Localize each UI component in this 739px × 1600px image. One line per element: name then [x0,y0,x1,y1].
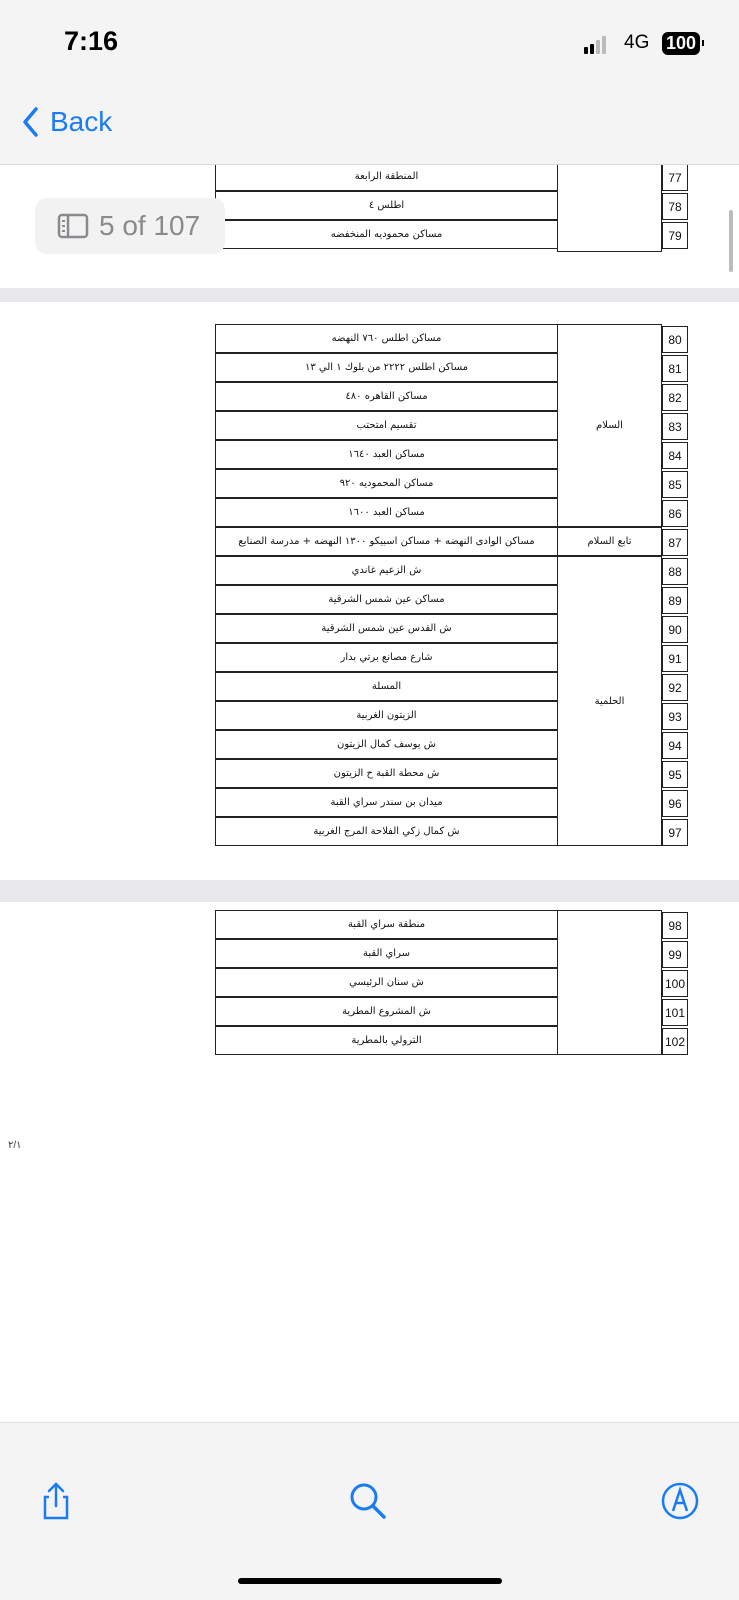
table-cell-region [557,910,662,1055]
scrollbar[interactable] [729,210,733,272]
page-indicator[interactable] [35,198,225,254]
table-cell-location: تقسيم امتحتب [215,411,558,440]
table-cell-location: الزيتون الغربية [215,701,558,730]
markup-pen-icon [660,1481,700,1521]
search-button[interactable] [348,1481,388,1521]
table-cell-number: 98 [662,912,688,939]
table-cell-location: مساكن محموديه المنخفضه [215,220,558,249]
table-cell-number: 90 [662,616,688,643]
table-cell-number: 94 [662,732,688,759]
table-cell-location: مساكن الوادى النهضه + مساكن اسبيكو ١٣٠٠ النهضه + مدرسة الصنايع [215,527,558,556]
table-cell-location: ش سنان الرئيسي [215,968,558,997]
table-cell-number: 85 [662,471,688,498]
table-cell-location: المنطقة الرابعة [215,162,558,191]
table-cell-region: الحلمية [557,556,662,846]
table-cell-number: 100 [662,970,688,997]
table-cell-number: 80 [662,326,688,353]
table-cell-region [557,160,662,252]
table-cell-number: 102 [662,1028,688,1055]
table-cell-number: 86 [662,500,688,527]
signal-icon [584,36,606,54]
pdf-page-5 [0,302,739,880]
table-cell-location: مساكن اطلس ٧٦٠ النهضه [215,324,558,353]
table-cell-number: 77 [662,164,688,191]
table-cell-location: ش القدس عين شمس الشرقية [215,614,558,643]
markup-button[interactable] [660,1481,700,1521]
status-time: 7:16 [64,26,119,56]
table-cell-number: 82 [662,384,688,411]
table-cell-location: ش كمال زكي الفلاحة المرج الغربية [215,817,558,846]
table-cell-number: 91 [662,645,688,672]
table-cell-location: مساكن عين شمس الشرقية [215,585,558,614]
bottom-toolbar [0,1422,739,1600]
table-cell-number: 95 [662,761,688,788]
back-button[interactable] [22,106,112,138]
table-cell-location: مساكن المحموديه ٩٢٠ [215,469,558,498]
table-cell-location: المسلة [215,672,558,701]
table-cell-location: ش الزعيم غاندي [215,556,558,585]
page-footer-number: ٢/١ [8,1140,22,1151]
table-cell-location: ش يوسف كمال الزيتون [215,730,558,759]
table-cell-location: مساكن العبد ١٦٠٠ [215,498,558,527]
back-label: Back [50,106,113,137]
share-icon [36,1481,76,1521]
home-indicator[interactable] [238,1578,502,1584]
table-cell-number: 88 [662,558,688,585]
table-cell-number: 83 [662,413,688,440]
table-cell-location: اطلس ٤ [215,191,558,220]
table-cell-number: 81 [662,355,688,382]
share-button[interactable] [36,1481,76,1521]
table-cell-number: 84 [662,442,688,469]
table-cell-number: 79 [662,222,688,249]
status-and-nav-bar [0,0,739,165]
table-cell-number: 101 [662,999,688,1026]
table-cell-number: 89 [662,587,688,614]
table-cell-location: منطقة سراي القبة [215,910,558,939]
page-indicator-label: 5 of 107 [99,210,201,241]
network-type: 4G [624,32,650,53]
table-cell-location: ش المشروع المطرية [215,997,558,1026]
table-cell-number: 99 [662,941,688,968]
chevron-left-icon [22,107,38,137]
table-cell-number: 96 [662,790,688,817]
sidebar-icon [57,213,89,239]
table-cell-location: الترولي بالمطرية [215,1026,558,1055]
table-cell-location: مساكن القاهره ٤٨٠ [215,382,558,411]
table-cell-number: 87 [662,529,688,556]
battery-icon: 100 [662,32,700,55]
table-cell-number: 78 [662,193,688,220]
table-cell-number: 92 [662,674,688,701]
table-cell-number: 97 [662,819,688,846]
search-icon [348,1481,388,1521]
table-cell-location: شارع مصانع برتي بدار [215,643,558,672]
table-cell-location: ش محطة القبة ح الزيتون [215,759,558,788]
table-cell-location: ميدان بن سندر سراي القبة [215,788,558,817]
table-cell-location: مساكن اطلس ٢٢٢٢ من بلوك ١ الي ١٣ [215,353,558,382]
table-cell-region: تابع السلام [557,527,662,556]
table-cell-location: مساكن العبد ١٦٤٠ [215,440,558,469]
table-cell-location: سراي القبة [215,939,558,968]
table-cell-number: 93 [662,703,688,730]
pdf-page-6 [0,902,739,1422]
table-cell-region: السلام [557,324,662,527]
